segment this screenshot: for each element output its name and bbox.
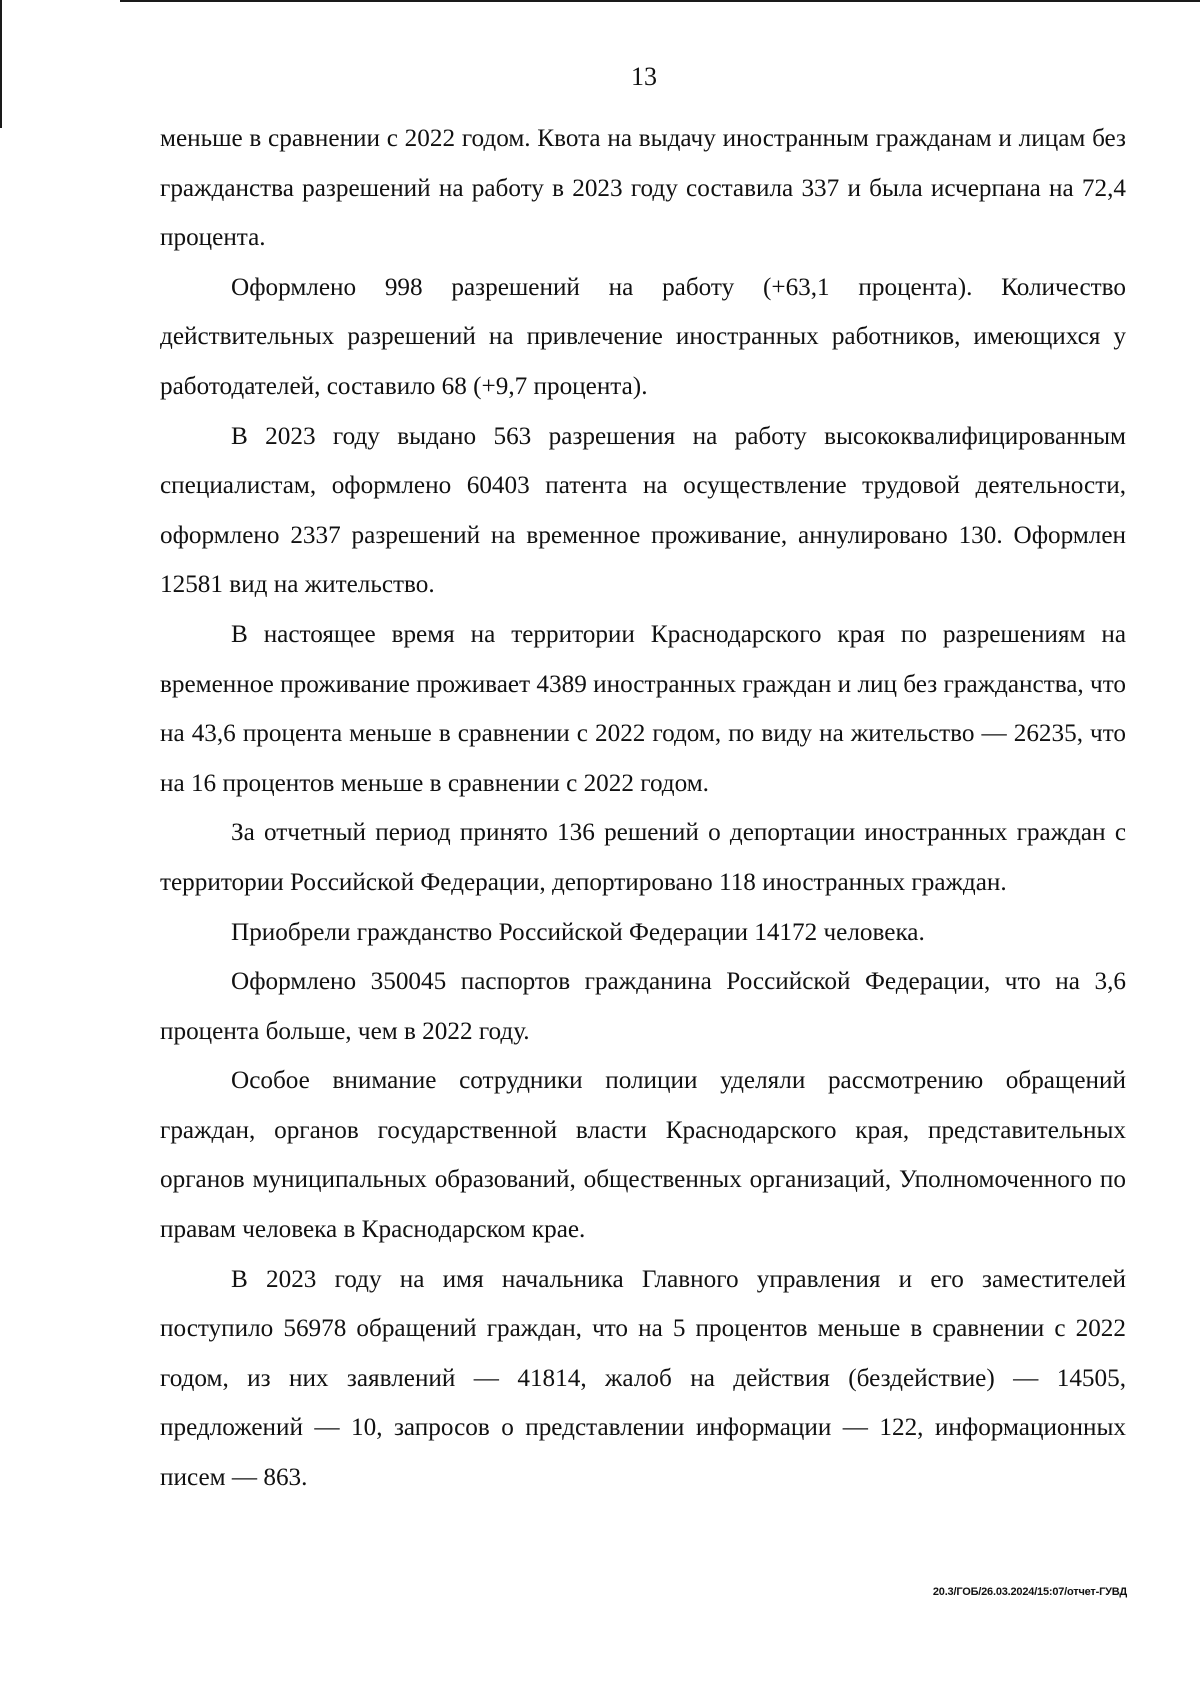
paragraph-5: За отчетный период принято 136 решений о депортации иностранных граждан с территории Российской Федерации, депортировано 118 иностранных граждан.	[160, 819, 1126, 896]
document-body	[160, 114, 1126, 1503]
paragraph-3: В 2023 году выдано 563 разрешения на работу высококвалифицированным специалистам, оформлено 60403 патента на осуществление трудовой деятельности, оформлено 2337 разрешений на временное проживание, аннулировано 130. Оформлен 12581 вид на жительство.	[160, 422, 1126, 599]
paragraph-9: В 2023 году на имя начальника Главного управления и его заместителей поступило 56978 обращений граждан, что на 5 процентов меньше в сравнении с 2022 годом, из них заявлений — 41814, жалоб на действия (бездействие) — 14505, предложений — 10, запросов о представлении информации — 122, информационных писем — 863.	[160, 1265, 1126, 1492]
paragraph-4: В настоящее время на территории Краснодарского края по разрешениям на временное проживание проживает 4389 иностранных граждан и лиц без гражданства, что на 43,6 процента меньше в сравнении с 2022 годом, по виду на жительство — 26235, что на 16 процентов меньше в сравнении с 2022 годом.	[160, 620, 1126, 797]
paragraph-7: Оформлено 350045 паспортов гражданина Российской Федерации, что на 3,6 процента больше, чем в 2022 году.	[160, 968, 1126, 1045]
paragraph-6: Приобрели гражданство Российской Федерации 14172 человека.	[231, 918, 925, 946]
scan-edge-top	[120, 0, 1200, 2]
paragraph-1: меньше в сравнении с 2022 годом. Квота на выдачу иностранным гражданам и лицам без гражданства разрешений на работу в 2023 году составила 337 и была исчерпана на 72,4 процента.	[160, 125, 1126, 252]
paragraph-2: Оформлено 998 разрешений на работу (+63,1 процента). Количество действительных разрешений на привлечение иностранных работников, имеющихся у работодателей, составило 68 (+9,7 процента).	[160, 273, 1126, 400]
page-number: 13	[631, 62, 657, 91]
paragraph-8: Особое внимание сотрудники полиции уделяли рассмотрению обращений граждан, органов государственной власти Краснодарского края, представительных органов муниципальных образований, общественных организаций, Уполномоченного по правам человека в Краснодарском крае.	[160, 1067, 1126, 1244]
document-footer-code: 20.3/ГОБ/26.03.2024/15:07/отчет-ГУВД	[932, 1586, 1127, 1598]
